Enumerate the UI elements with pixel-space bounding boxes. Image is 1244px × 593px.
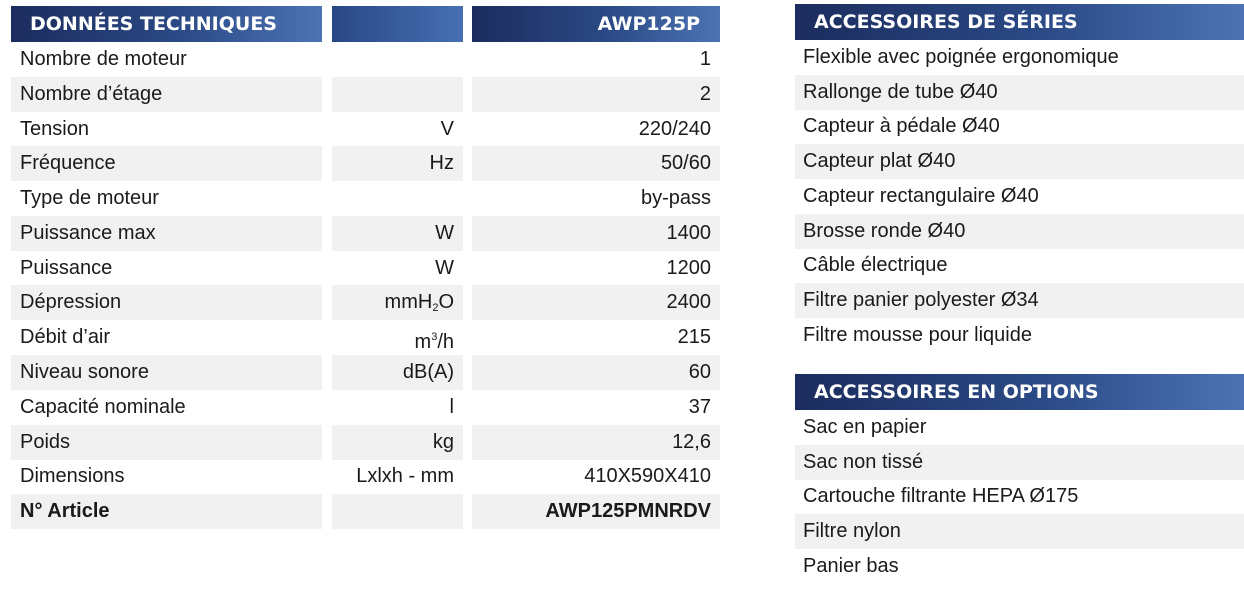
spec-value: 2 (472, 77, 720, 112)
spec-unit (332, 42, 463, 77)
spec-unit: Hz (332, 146, 463, 181)
list-item: Sac non tissé (795, 445, 1244, 480)
spec-label: Dimensions (20, 465, 125, 487)
spec-label: Puissance (20, 257, 113, 279)
spec-unit (332, 181, 463, 216)
spec-label: Type de moteur (20, 187, 159, 209)
spec-label: Capacité nominale (20, 396, 186, 418)
spec-row (0, 459, 720, 494)
unit-subscript: 2 (432, 302, 439, 314)
spec-value: 410X590X410 (584, 465, 711, 487)
spec-unit (332, 494, 463, 529)
spec-unit (332, 77, 463, 112)
spec-label: N° Article (11, 494, 322, 529)
spec-row (0, 285, 720, 320)
unit-base: m (414, 331, 432, 353)
spec-unit: W (435, 257, 454, 279)
spec-row (0, 390, 720, 425)
series-accessories-title: ACCESSOIRES DE SÉRIES (795, 4, 1244, 40)
spec-unit (332, 285, 463, 320)
spec-label: Dépression (11, 285, 322, 320)
spec-value: 1200 (666, 257, 711, 279)
list-item: Sac en papier (803, 416, 927, 438)
spec-value: 60 (472, 355, 720, 390)
list-item: Câble électrique (803, 254, 948, 276)
spec-value: 1 (699, 48, 711, 70)
spec-row (0, 251, 720, 286)
spec-label: Tension (20, 118, 89, 140)
spec-value: 50/60 (472, 146, 720, 181)
specs-header-unit (332, 6, 463, 42)
spec-value: 1400 (472, 216, 720, 251)
spec-row (0, 77, 720, 112)
spec-label: Débit d’air (20, 326, 111, 348)
spec-label: Fréquence (11, 146, 322, 181)
spec-row (0, 320, 720, 355)
spec-unit: W (332, 216, 463, 251)
spec-value: 2400 (472, 285, 720, 320)
list-item: Panier bas (803, 555, 899, 577)
list-item: Capteur plat Ø40 (795, 144, 1244, 179)
list-item: Capteur à pédale Ø40 (803, 115, 1000, 137)
spec-row-article (0, 494, 720, 529)
spec-row (0, 42, 720, 77)
spec-label: Puissance max (11, 216, 322, 251)
spec-unit: dB(A) (332, 355, 463, 390)
unit-superscript: 3 (431, 331, 438, 343)
spec-row (0, 112, 720, 147)
spec-label: Poids (11, 425, 322, 460)
unit-tail: /h (437, 331, 454, 353)
list-item: Filtre mousse pour liquide (803, 324, 1032, 346)
spec-label: Niveau sonore (11, 355, 322, 390)
spec-value: 12,6 (472, 425, 720, 460)
spec-row (0, 146, 720, 181)
list-item: Brosse ronde Ø40 (795, 214, 1244, 249)
spec-label: Nombre de moteur (20, 48, 187, 70)
spec-label: Nombre d’étage (11, 77, 322, 112)
spec-row (0, 216, 720, 251)
unit-base: mmH (384, 291, 433, 313)
list-item: Capteur rectangulaire Ø40 (803, 185, 1039, 207)
spec-unit: Lxlxh - mm (356, 465, 454, 487)
list-item: Filtre nylon (795, 514, 1244, 549)
specs-header-label: DONNÉES TECHNIQUES (11, 6, 322, 42)
spec-value: 37 (688, 396, 711, 418)
optional-accessories-title: ACCESSOIRES EN OPTIONS (795, 374, 1244, 410)
spec-value: by-pass (640, 187, 711, 209)
spec-unit (332, 320, 463, 355)
spec-row (0, 181, 720, 216)
unit-tail: O (438, 291, 454, 313)
spec-value: 220/240 (638, 118, 711, 140)
spec-unit: kg (332, 425, 463, 460)
spec-row (0, 355, 720, 390)
spec-value: 215 (677, 326, 711, 348)
list-item: Filtre panier polyester Ø34 (795, 283, 1244, 318)
list-item: Flexible avec poignée ergonomique (803, 46, 1119, 68)
spec-row (0, 425, 720, 460)
spec-unit: l (449, 396, 454, 418)
spec-unit: V (440, 118, 454, 140)
spec-value: AWP125PMNRDV (472, 494, 720, 529)
specs-header-model: AWP125P (472, 6, 720, 42)
list-item: Cartouche filtrante HEPA Ø175 (803, 485, 1079, 507)
list-item: Rallonge de tube Ø40 (795, 75, 1244, 110)
